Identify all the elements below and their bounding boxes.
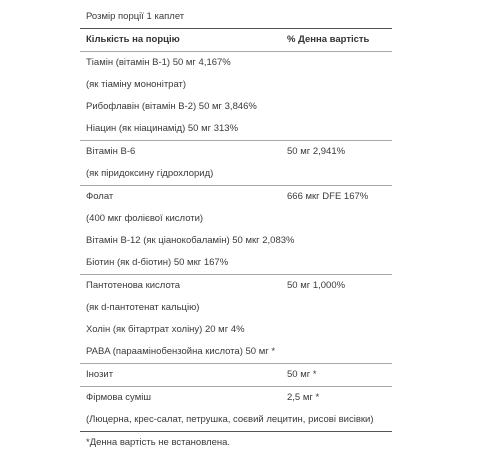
nutrient-row — [80, 141, 392, 163]
supplement-facts-panel — [80, 6, 392, 454]
nutrient-row — [80, 409, 392, 431]
nutrient-label: (як піридоксину гідрохлорид) — [86, 168, 214, 179]
header-row — [80, 29, 392, 51]
nutrient-row — [80, 319, 392, 341]
nutrient-label: Тіамін (вітамін B-1) 50 мг 4,167% — [86, 57, 231, 68]
nutrient-label: Ніацин (як ніацинамід) 50 мг 313% — [86, 123, 239, 134]
nutrient-row — [80, 252, 392, 274]
nutrient-row — [80, 275, 392, 297]
nutrient-value: 50 мг * — [287, 369, 317, 380]
nutrient-label: PABA (параамінобензойна кислота) 50 мг * — [86, 346, 276, 357]
nutrient-label: Фірмова суміш — [86, 392, 151, 403]
nutrient-label: Холін (як бітартрат холіну) 20 мг 4% — [86, 324, 245, 335]
nutrient-label: Вітамін B-12 (як ціанокобаламін) 50 мкг 2,083% — [86, 235, 295, 246]
nutrient-value: 50 мг 1,000% — [287, 280, 346, 291]
nutrient-value: 50 мг 2,941% — [287, 146, 346, 157]
nutrient-label: Пантотенова кислота — [86, 280, 181, 291]
nutrient-label: Біотин (як d-біотин) 50 мкг 167% — [86, 257, 229, 268]
footnote-row — [80, 432, 392, 454]
nutrient-row — [80, 74, 392, 96]
nutrient-label: (Люцерна, крес-салат, петрушка, соєвий лецитин, рисові висівки) — [86, 414, 374, 425]
nutrient-value: 666 мкг DFE 167% — [287, 191, 369, 202]
nutrient-row — [80, 163, 392, 185]
nutrient-label: (як d-пантотенат кальцію) — [86, 302, 200, 313]
nutrient-row — [80, 387, 392, 409]
nutrient-label: Інозит — [86, 369, 114, 380]
nutrient-row — [80, 96, 392, 118]
nutrient-row — [80, 186, 392, 208]
nutrient-label: (400 мкг фолієвої кислоти) — [86, 213, 204, 224]
nutrient-row — [80, 341, 392, 363]
nutrient-row — [80, 297, 392, 319]
nutrient-label: Вітамін B-6 — [86, 146, 136, 157]
nutrient-label: (як тіаміну мононітрат) — [86, 79, 187, 90]
nutrient-row — [80, 118, 392, 140]
nutrient-row — [80, 52, 392, 74]
nutrient-value: 2,5 мг * — [287, 392, 320, 403]
footnote: *Денна вартість не встановлена. — [86, 437, 231, 448]
nutrient-row — [80, 230, 392, 252]
nutrient-row — [80, 364, 392, 386]
serving-size-row — [80, 6, 392, 28]
daily-value-header: % Денна вартість — [287, 34, 370, 45]
nutrient-label: Фолат — [86, 191, 114, 202]
nutrient-row — [80, 208, 392, 230]
amount-per-serving-header: Кількість на порцію — [86, 34, 180, 45]
nutrient-label: Рибофлавін (вітамін B-2) 50 мг 3,846% — [86, 101, 257, 112]
serving-size: Розмір порції 1 каплет — [86, 11, 185, 22]
